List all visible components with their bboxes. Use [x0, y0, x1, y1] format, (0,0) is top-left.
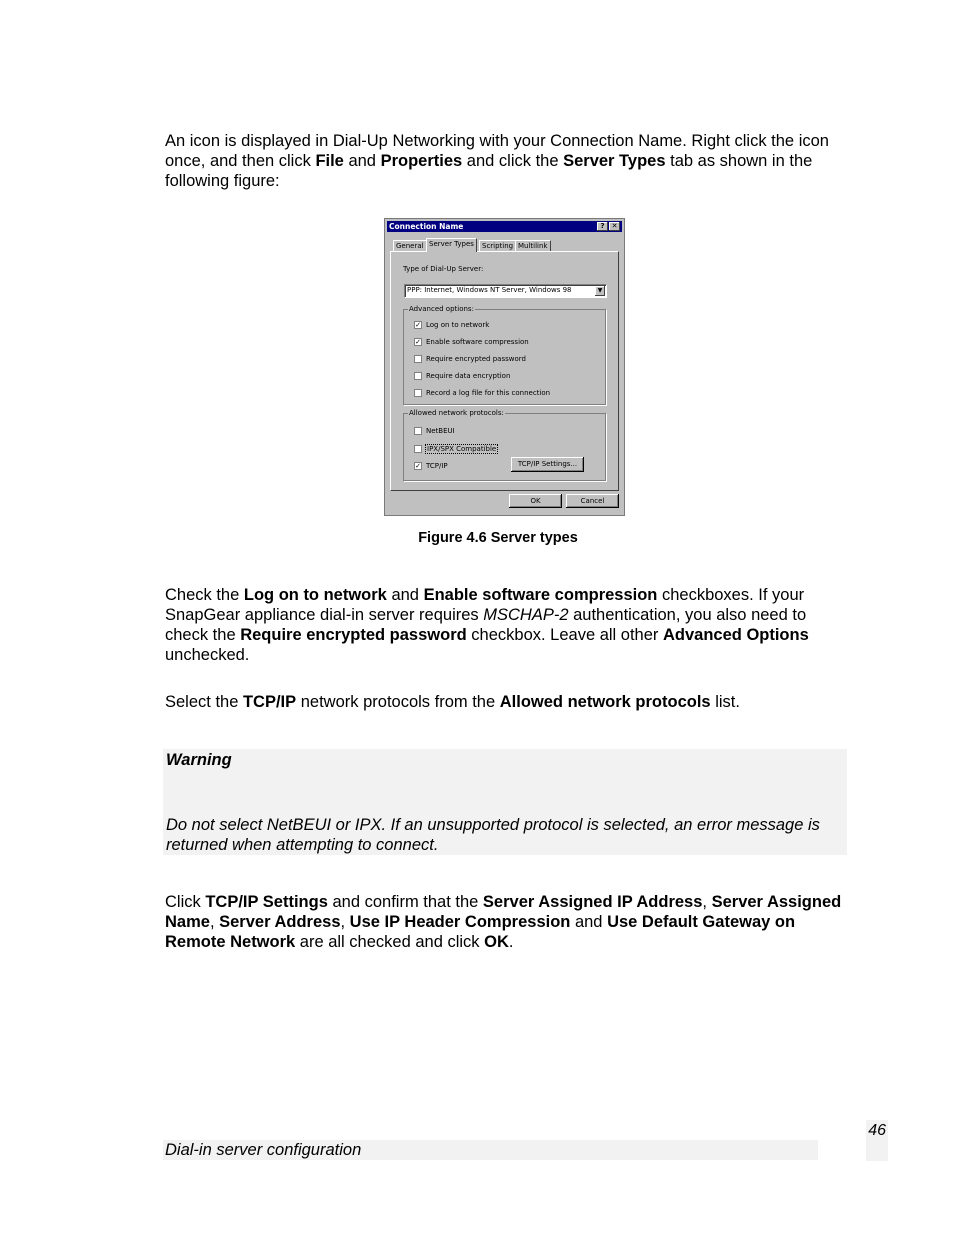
help-button[interactable]: ? — [597, 222, 608, 231]
data-encryption-checkbox[interactable] — [414, 372, 422, 380]
warning-body: Do not select NetBEUI or IPX. If an unsupported protocol is selected, an error message is returned when attempting to connect. — [166, 816, 820, 854]
text-run: are all checked and click — [295, 933, 485, 951]
text-run: An icon is displayed in Dial-Up Networking with your Connection Name. Right click the icon once, and then click — [165, 132, 829, 170]
cancel-button[interactable]: Cancel — [566, 494, 619, 508]
server-type-select[interactable] — [404, 284, 607, 298]
bold-run: TCP/IP — [242, 693, 297, 711]
page-number: 46 — [868, 1122, 886, 1139]
text-run: and click the — [462, 152, 564, 170]
bold-run: Use Default Gateway on Remote Network — [165, 913, 796, 951]
bold-run: TCP/IP Settings — [205, 893, 328, 911]
footer-section-title: Dial-in server configuration — [165, 1141, 362, 1159]
log-file-label: Record a log file for this connection — [426, 389, 551, 397]
text-run: unchecked. — [165, 646, 250, 664]
software-compression-checkbox[interactable]: ✓ — [415, 338, 421, 346]
ok-button[interactable]: OK — [509, 494, 562, 508]
bold-run: Advanced Options — [663, 626, 809, 644]
text-run: list. — [710, 693, 740, 711]
bold-run: Allowed network protocols — [499, 693, 711, 711]
text-run: . — [508, 933, 514, 951]
footer-bar — [163, 1140, 818, 1160]
text-run: and — [386, 586, 424, 604]
tcpip-settings-paragraph — [165, 892, 845, 952]
figure-caption: Figure 4.6 Server types — [418, 530, 578, 546]
advanced-options-title: Advanced options: — [409, 305, 474, 313]
bold-run: Server Types — [563, 152, 666, 170]
bold-run: Server Address — [219, 913, 341, 931]
ipx-spx-checkbox[interactable] — [414, 445, 422, 453]
bold-run: OK — [484, 933, 509, 951]
dialog-title: Connection Name — [389, 222, 464, 231]
text-run: Check the — [165, 586, 244, 604]
encrypted-password-label: Require encrypted password — [426, 355, 526, 363]
tab-scripting[interactable]: Scripting — [479, 240, 516, 252]
text-run: and — [343, 152, 381, 170]
allowed-protocols-group — [403, 409, 606, 481]
tab-multilink[interactable]: Multilink — [515, 240, 551, 252]
text-run: checkboxes. If your SnapGear appliance dial-in server requires — [165, 586, 805, 624]
dialog-titlebar — [387, 221, 622, 232]
software-compression-label: Enable software compression — [426, 338, 529, 346]
bold-run: Server Assigned Name — [165, 893, 842, 931]
server-type-label: Type of Dial-Up Server: — [403, 265, 484, 273]
page-number-box — [866, 1120, 888, 1161]
checkbox-instructions-paragraph — [165, 585, 845, 665]
text-run: Select the — [165, 693, 243, 711]
intro-paragraph — [165, 131, 845, 191]
tcpip-settings-button[interactable]: TCP/IP Settings... — [511, 457, 584, 472]
text-run: network protocols from the — [296, 693, 500, 711]
bold-run: Properties — [380, 152, 463, 170]
netbeui-label: NetBEUI — [426, 427, 455, 435]
text-run: , — [340, 913, 350, 931]
close-button[interactable]: ✕ — [609, 222, 620, 231]
text-run: , — [702, 893, 712, 911]
tcpip-checkbox[interactable]: ✓ — [415, 462, 421, 470]
text-run: and — [570, 913, 608, 931]
warning-box — [163, 749, 847, 855]
bold-run: Log on to network — [243, 586, 387, 604]
server-type-value: PPP: Internet, Windows NT Server, Windows 98 — [407, 286, 572, 294]
bold-run: Server Assigned IP Address — [482, 893, 703, 911]
bold-run: Require encrypted password — [240, 626, 467, 644]
text-run: , — [209, 913, 220, 931]
netbeui-checkbox[interactable] — [414, 427, 422, 435]
chevron-down-icon[interactable]: ▼ — [595, 286, 605, 296]
text-run: tab as shown in the following figure: — [165, 152, 813, 190]
log-on-label: Log on to network — [426, 321, 490, 329]
ipx-spx-label: IPX/SPX Compatible — [427, 445, 497, 453]
protocol-instructions-paragraph — [165, 692, 845, 712]
advanced-options-group — [403, 305, 606, 405]
tab-server-types[interactable]: Server Types — [426, 238, 477, 252]
warning-title: Warning — [166, 751, 232, 769]
log-on-checkbox[interactable]: ✓ — [415, 321, 421, 329]
bold-run: File — [315, 152, 344, 170]
log-file-checkbox[interactable] — [414, 389, 422, 397]
text-run: checkbox. Leave all other — [466, 626, 663, 644]
server-types-panel — [390, 251, 619, 491]
text-run: authentication, you also need to check the — [165, 606, 807, 644]
encrypted-password-checkbox[interactable] — [414, 355, 422, 363]
data-encryption-label: Require data encryption — [426, 372, 511, 380]
text-run: Click — [165, 893, 206, 911]
bold-run: Use IP Header Compression — [349, 913, 571, 931]
italic-run: MSCHAP-2 — [483, 606, 569, 624]
bold-run: Enable software compression — [423, 586, 658, 604]
tab-general[interactable]: General — [393, 240, 427, 252]
allowed-protocols-title: Allowed network protocols: — [409, 409, 504, 417]
tcpip-label: TCP/IP — [426, 462, 448, 470]
connection-properties-dialog — [384, 218, 625, 516]
text-run: and confirm that the — [327, 893, 483, 911]
